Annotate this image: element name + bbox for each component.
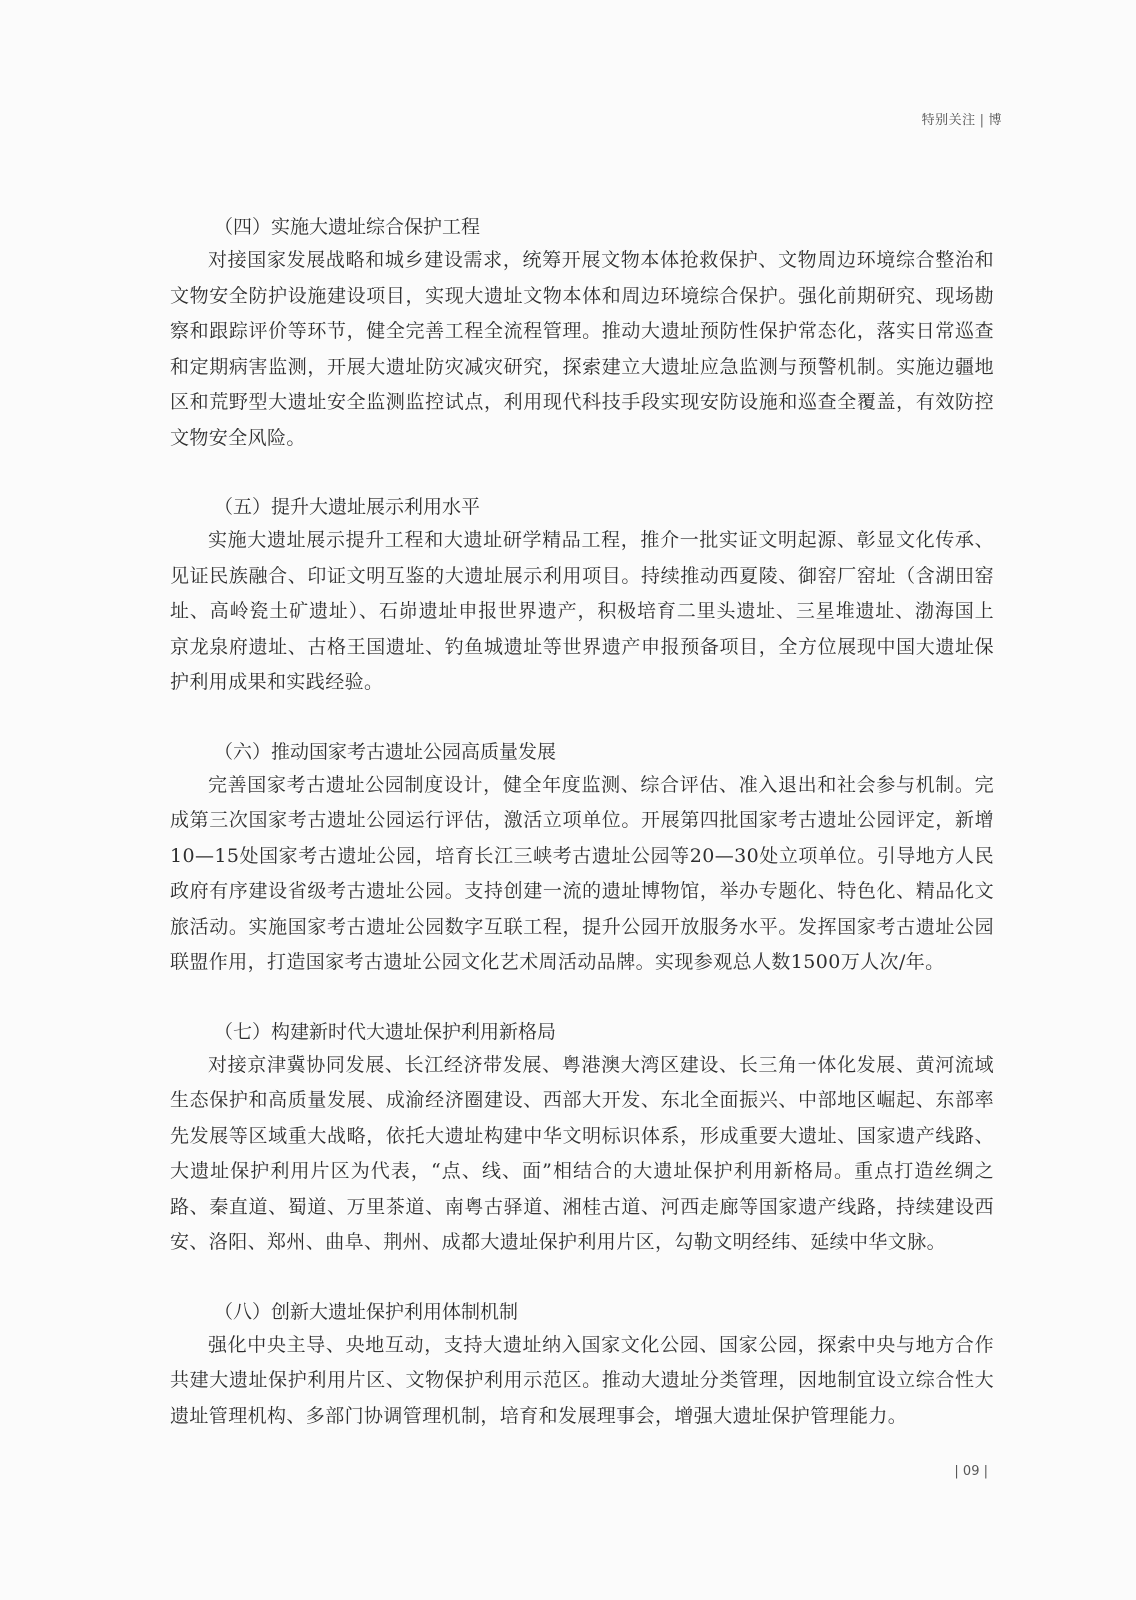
section-6 — [170, 737, 994, 981]
section-title: （五）提升大遗址展示利用水平 — [214, 496, 481, 518]
section-title: （七）构建新时代大遗址保护利用新格局 — [214, 1020, 557, 1043]
section-title: （八）创新大遗址保护利用体制机制 — [214, 1300, 519, 1323]
section-paragraph: 实施大遗址展示提升工程和大遗址研学精品工程，推介一批实证文明起源、彰显文化传承、见证民族融合、印证文明互鉴的大遗址展示利用项目。持续推动西夏陵、御窑厂窑址（含湖田窑址、高岭瓷土矿遗址）、石峁遗址申报世界遗产，积极培育二里头遗址、三星堆遗址、渤海国上京龙泉府遗址、古格王国遗址、钓鱼城遗址等世界遗产申报预备项目，全方位展现中国大遗址保护利用成果和实践经验。 — [170, 529, 994, 693]
page-number: | 09 | — [954, 1464, 988, 1479]
section-8 — [170, 1297, 994, 1435]
section-4 — [170, 212, 994, 456]
section-paragraph: 对接国家发展战略和城乡建设需求，统筹开展文物本体抢救保护、文物周边环境综合整治和文物安全防护设施建设项目，实现大遗址文物本体和周边环境综合保护。强化前期研究、现场勘察和跟踪评价等环节，健全完善工程全流程管理。推动大遗址预防性保护常态化，落实日常巡查和定期病害监测，开展大遗址防灾减灾研究，探索建立大遗址应急监测与预警机制。实施边疆地区和荒野型大遗址安全监测监控试点，利用现代科技手段实现安防设施和巡查全覆盖，有效防控文物安全风险。 — [170, 249, 994, 449]
running-header — [922, 109, 1002, 128]
article-body — [170, 212, 994, 1470]
section-paragraph: 强化中央主导、央地互动，支持大遗址纳入国家文化公园、国家公园，探索中央与地方合作共建大遗址保护利用片区、文物保护利用示范区。推动大遗址分类管理，因地制宜设立综合性大遗址管理机构、多部门协调管理机制，培育和发展理事会，增强大遗址保护管理能力。 — [170, 1333, 994, 1427]
section-7 — [170, 1017, 994, 1261]
section-paragraph: 对接京津冀协同发展、长江经济带发展、粤港澳大湾区建设、长三角一体化发展、黄河流域生态保护和高质量发展、成渝经济圈建设、西部大开发、东北全面振兴、中部地区崛起、东部率先发展等区域重大战略，依托大遗址构建中华文明标识体系，形成重要大遗址、国家遗产线路、大遗址保护利用片区为代表，“点、线、面”相结合的大遗址保护利用新格局。重点打造丝绸之路、秦直道、蜀道、万里茶道、南粤古驿道、湘桂古道、河西走廊等国家遗产线路，持续建设西安、洛阳、郑州、曲阜、荆州、成都大遗址保护利用片区，勾勒文明经纬、延续中华文脉。 — [170, 1053, 994, 1253]
section-title: （六）推动国家考古遗址公园高质量发展 — [214, 740, 557, 763]
header-separator: | — [979, 113, 985, 128]
section-title: （四）实施大遗址综合保护工程 — [214, 216, 481, 238]
section-5 — [170, 492, 994, 701]
header-column-label: 博 — [988, 113, 1002, 128]
section-paragraph: 完善国家考古遗址公园制度设计，健全年度监测、综合评估、准入退出和社会参与机制。完成第三次国家考古遗址公园运行评估，激活立项单位。开展第四批国家考古遗址公园评定，新增10—15处国家考古遗址公园，培育长江三峡考古遗址公园等20—30处立项单位。引导地方人民政府有序建设省级考古遗址公园。支持创建一流的遗址博物馆，举办专题化、特色化、精品化文旅活动。实施国家考古遗址公园数字互联工程，提升公园开放服务水平。发挥国家考古遗址公园联盟作用，打造国家考古遗址公园文化艺术周活动品牌。实现参观总人数1500万人次/年。 — [170, 773, 994, 973]
header-section-label: 特别关注 — [921, 113, 976, 128]
